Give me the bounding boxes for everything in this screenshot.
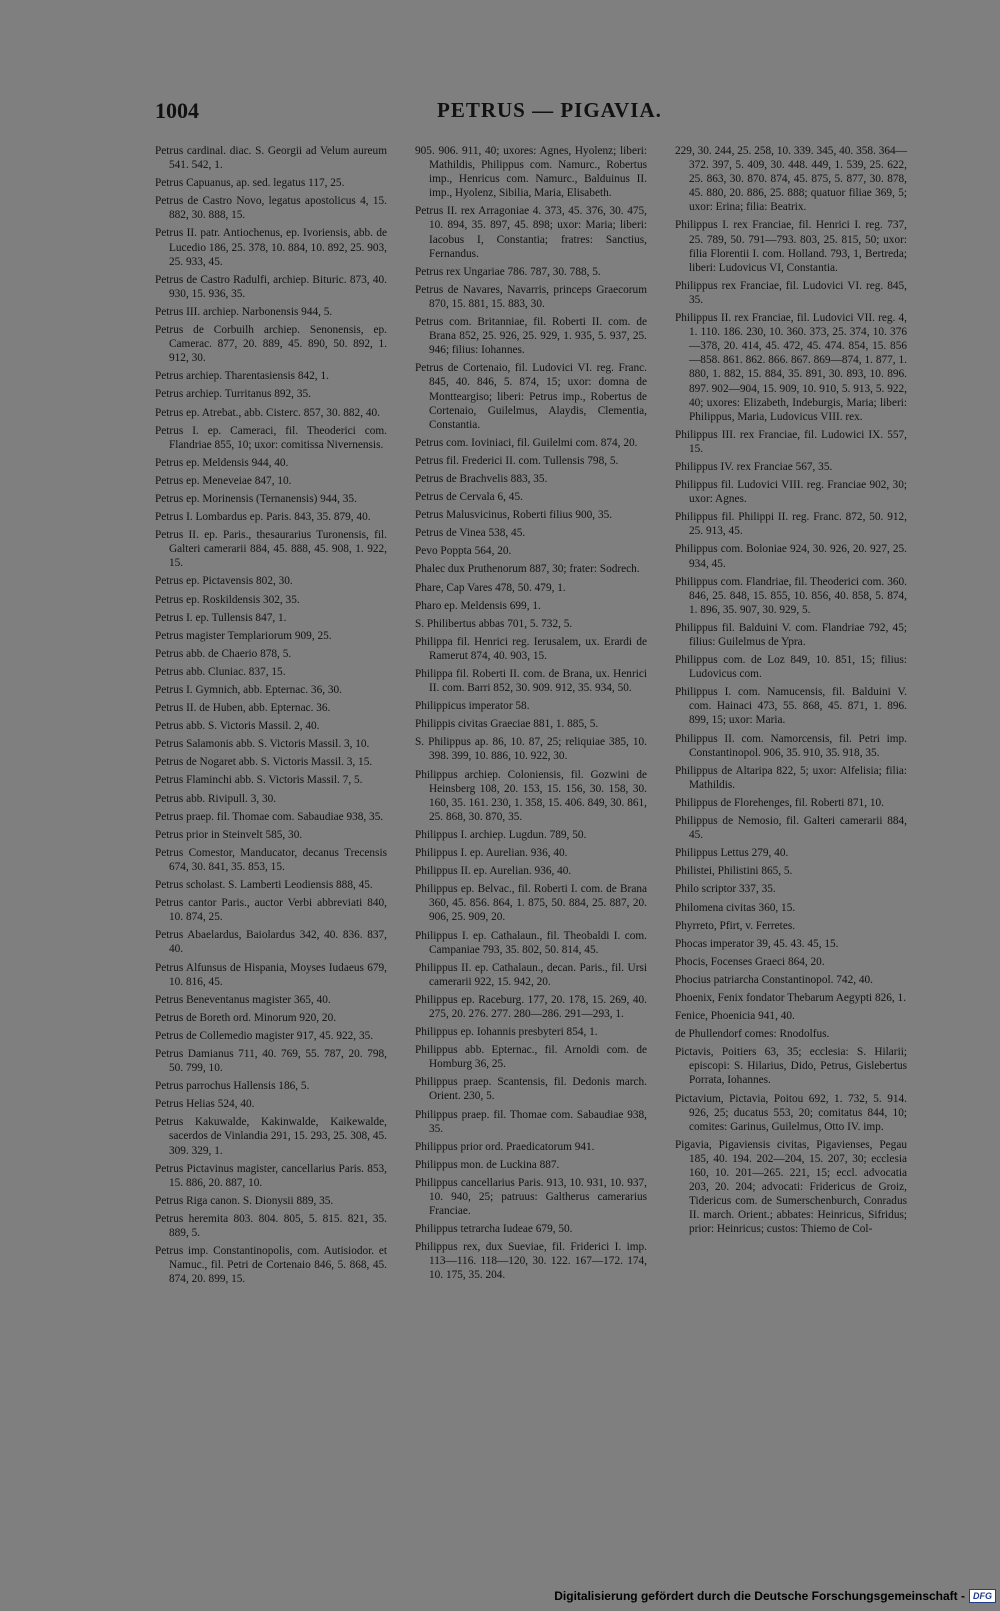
index-entry: Petrus de Corbuilh archiep. Senonensis, ep. Camerac. 877, 20. 889, 45. 890, 50. 892, 1. 912, 30.	[155, 324, 387, 365]
index-entry: Petrus fil. Frederici II. com. Tullensis 798, 5.	[415, 454, 619, 467]
index-entry: Petrus ep. Roskildensis 302, 35.	[155, 593, 300, 606]
index-entry: Petrus de Vinea 538, 45.	[415, 527, 526, 540]
index-entry: Petrus de Brachvelis 883, 35.	[415, 472, 548, 485]
index-entry: Petrus Salamonis abb. S. Victoris Massil. 3, 10.	[155, 738, 370, 751]
index-entry: Pictavis, Poitiers 63, 35; ecclesia: S. Hilarii; episcopi: S. Hilarius, Dido, Petrus, Gislebertus Porrata, Iohannes.	[675, 1046, 907, 1087]
index-entry: Philippus I. ep. Cathalaun., fil. Theobaldi I. com. Campaniae 793, 35. 802, 50. 814, 45.	[415, 929, 647, 956]
index-entry: Petrus de Collemedio magister 917, 45. 922, 35.	[155, 1029, 374, 1042]
index-column-1	[155, 144, 387, 1290]
index-entry: Philo scriptor 337, 35.	[675, 883, 776, 896]
index-entry: Philippus cancellarius Paris. 913, 10. 931, 10. 937, 10. 940, 25; patruus: Galtherus camerarius Franciae.	[415, 1176, 647, 1218]
index-entry: Petrus Comestor, Manducator, decanus Trecensis 674, 30. 841, 35. 853, 15.	[155, 846, 387, 873]
index-entry: Philippus ep. Raceburg. 177, 20. 178, 15. 269, 40. 275, 20. 276. 277. 280—286. 291—293, 1.	[415, 993, 647, 1020]
index-entry: Philippus tetrarcha Iudeae 679, 50.	[415, 1223, 573, 1236]
index-entry: Petrus de Navares, Navarris, princeps Graecorum 870, 15. 881, 15. 883, 30.	[415, 283, 647, 310]
index-entry: Petrus rex Ungariae 786. 787, 30. 788, 5.	[415, 265, 601, 278]
index-entry: Philippus III. rex Franciae, fil. Ludowici IX. 557, 15.	[675, 428, 907, 455]
index-entry: Philippus fil. Ludovici VIII. reg. Franciae 902, 30; uxor: Agnes.	[675, 479, 907, 506]
index-entry: Petrus abb. Rivipull. 3, 30.	[155, 792, 277, 805]
index-entry: Pigavia, Pigaviensis civitas, Pigavienses, Pegau 185, 40. 194. 202—204, 15. 207, 30; ecclesia 160, 10. 201—265. 221, 15; eccl. advocatia 203, 20. 204; advocati: Fridericus de Groiz, Tidericus com. de Sumerschenburch, Conradus II. march. Orient.; abbates: Heinricus, Sifridus; prior: Heinricus; custos: Thiemo de Col-	[675, 1138, 907, 1236]
index-entry: Philippus ep. Belvac., fil. Roberti I. com. de Brana 360, 45. 856. 864, 1. 875, 50. 884, 25. 887, 20. 906, 25. 909, 20.	[415, 883, 647, 924]
index-entry: de Phullendorf comes: Rnodolfus.	[675, 1028, 830, 1041]
index-entry: Philistei, Philistini 865, 5.	[675, 865, 793, 878]
index-entry: Phocis, Focenses Graeci 864, 20.	[675, 955, 825, 968]
index-entry: Phalec dux Pruthenorum 887, 30; frater: Sodrech.	[415, 563, 640, 576]
page-number: 1004	[155, 98, 199, 123]
index-entry: Philippus fil. Balduini V. com. Flandriae 792, 45; filius: Guilelmus de Ypra.	[675, 621, 907, 648]
index-entry: Petrus cardinal. diac. S. Georgii ad Velum aureum 541. 542, 1.	[155, 145, 387, 172]
index-entry: Philippus praep. fil. Thomae com. Sabaudiae 938, 35.	[415, 1108, 647, 1135]
index-entry: Philippus mon. de Luckina 887.	[415, 1158, 560, 1171]
index-entry: Petrus abb. S. Victoris Massil. 2, 40.	[155, 720, 320, 733]
index-entry: Petrus archiep. Tharentasiensis 842, 1.	[155, 370, 329, 383]
index-entry: Phocas imperator 39, 45. 43. 45, 15.	[675, 937, 839, 950]
index-entry: Philomena civitas 360, 15.	[675, 901, 796, 914]
index-entry: Philippus II. com. Namorcensis, fil. Petri imp. Constantinopol. 906, 35. 910, 35. 918, 35.	[675, 732, 907, 759]
index-entry: Petrus cantor Paris., auctor Verbi abbreviati 840, 10. 874, 25.	[155, 897, 387, 924]
index-entry: Petrus magister Templariorum 909, 25.	[155, 629, 332, 642]
index-entry: Petrus Beneventanus magister 365, 40.	[155, 993, 331, 1006]
index-entry: Petrus prior in Steinvelt 585, 30.	[155, 828, 303, 841]
index-entry: Pevo Poppta 564, 20.	[415, 545, 512, 558]
index-entry: Fenice, Phoenicia 941, 40.	[675, 1010, 795, 1023]
index-entry: Petrus heremita 803. 804. 805, 5. 815. 821, 35. 889, 5.	[155, 1212, 387, 1239]
dfg-logo[interactable]: DFG	[969, 1589, 996, 1603]
index-entry: Philippus rex Franciae, fil. Ludovici VI. reg. 845, 35.	[675, 279, 907, 306]
index-entry: Petrus abb. Cluniac. 837, 15.	[155, 665, 286, 678]
index-entry: Philippus archiep. Coloniensis, fil. Gozwini de Heinsberg 108, 20. 153, 15. 156, 30. 158, 30. 160, 35. 161. 230, 1. 358, 15. 406. 849, 30. 861, 25. 868, 30. 870, 35.	[415, 768, 647, 823]
index-entry: Petrus scholast. S. Lamberti Leodiensis 888, 45.	[155, 879, 373, 892]
index-entry: Philippus I. ep. Aurelian. 936, 40.	[415, 847, 568, 860]
index-entry: Petrus III. archiep. Narbonensis 944, 5.	[155, 305, 333, 318]
index-entry: Petrus com. Ioviniaci, fil. Guilelmi com. 874, 20.	[415, 436, 638, 449]
index-entry: Philippus fil. Philippi II. reg. Franc. 872, 50. 912, 25. 913, 45.	[675, 511, 907, 538]
index-entry: Petrus ep. Atrebat., abb. Cisterc. 857, 30. 882, 40.	[155, 406, 380, 419]
index-entry: Petrus Flaminchi abb. S. Victoris Massil. 7, 5.	[155, 774, 363, 787]
index-entry: Philippus I. archiep. Lugdun. 789, 50.	[415, 828, 587, 841]
index-entry: Philippus prior ord. Praedicatorum 941.	[415, 1140, 595, 1153]
index-entry: Petrus ep. Pictavensis 802, 30.	[155, 575, 293, 588]
index-entry: Phare, Cap Vares 478, 50. 479, 1.	[415, 581, 566, 594]
index-entry: Phocius patriarcha Constantinopol. 742, 40.	[675, 973, 873, 986]
index-entry: Petrus Damianus 711, 40. 769, 55. 787, 20. 798, 50. 799, 10.	[155, 1047, 387, 1075]
index-entry: Petrus ep. Morinensis (Ternanensis) 944, 35.	[155, 492, 357, 505]
index-entry: Philippus II. ep. Cathalaun., decan. Paris., fil. Ursi camerarii 922, 15. 942, 20.	[415, 961, 647, 988]
index-entry: Petrus II. rex Arragoniae 4. 373, 45. 376, 30. 475, 10. 894, 35. 897, 45. 898; uxor: Maria; liberi: Iacobus I, Constantia; fratres: Sanctius, Fernandus.	[415, 205, 647, 260]
index-entry: Petrus de Boreth ord. Minorum 920, 20.	[155, 1011, 337, 1024]
index-entry: Philippus IV. rex Franciae 567, 35.	[675, 460, 833, 473]
index-column-3	[675, 144, 907, 1240]
index-entry: 905. 906. 911, 40; uxores: Agnes, Hyolenz; liberi: Mathildis, Philippus com. Namurc., Robertus imp., Henricus com. Namurc., Balduinus II. imp., Hyolenz, Sibilia, Maria, Elisabeth.	[415, 145, 647, 200]
index-entry: Petrus I. Lombardus ep. Paris. 843, 35. 879, 40.	[155, 511, 371, 524]
index-entry: Petrus Abaelardus, Baiolardus 342, 40. 836. 837, 40.	[155, 929, 387, 956]
index-entry: Philippus de Altaripa 822, 5; uxor: Alfelisia; filia: Mathildis.	[675, 764, 907, 791]
index-entry: Philippus de Florehenges, fil. Roberti 871, 10.	[675, 796, 884, 809]
index-entry: Petrus imp. Constantinopolis, com. Autisiodor. et Namuc., fil. Petri de Cortenaio 846, 5. 868, 45. 874, 20. 899, 15.	[155, 1245, 387, 1286]
index-entry: Petrus II. patr. Antiochenus, ep. Ivoriensis, abb. de Lucedio 186, 25. 378, 10. 884, 10. 892, 25. 903, 25. 933, 45.	[155, 227, 387, 268]
index-entry: Phyrreto, Pfirt, v. Ferretes.	[675, 919, 796, 932]
index-entry: Petrus I. ep. Tullensis 847, 1.	[155, 611, 287, 624]
index-entry: Petrus Alfunsus de Hispania, Moyses Iudaeus 679, 10. 816, 45.	[155, 961, 387, 988]
index-entry: Petrus I. ep. Cameraci, fil. Theoderici com. Flandriae 855, 10; uxor: comitissa Nivernensis.	[155, 424, 387, 451]
index-entry: Philippus II. ep. Aurelian. 936, 40.	[415, 865, 572, 878]
index-entry: Philippus I. com. Namucensis, fil. Balduini V. com. Hainaci 473, 55. 868, 45. 871, 1. 896. 899, 15; uxor: Maria.	[675, 686, 907, 727]
index-entry: Petrus II. de Huben, abb. Epternac. 36.	[155, 702, 331, 715]
index-entry: Philippus com. Boloniae 924, 30. 926, 20. 927, 25. 934, 45.	[675, 543, 907, 570]
index-entry: Petrus II. ep. Paris., thesaurarius Turonensis, fil. Galteri camerarii 884, 45. 888, 45. 908, 1. 922, 15.	[155, 529, 387, 570]
index-entry: Philippa fil. Henrici reg. Ierusalem, ux. Erardi de Ramerut 874, 40. 903, 15.	[415, 635, 647, 662]
index-entry: Philippus com. Flandriae, fil. Theoderici com. 360. 846, 25. 848, 15. 855, 10. 856, 40. 858, 5. 874, 1. 896, 35. 907, 30. 929, 5.	[675, 575, 907, 616]
index-entry: Petrus ep. Meneveiae 847, 10.	[155, 474, 292, 487]
index-entry: Petrus parrochus Hallensis 186, 5.	[155, 1080, 310, 1093]
footer	[554, 1589, 996, 1603]
index-entry: S. Philippus ap. 86, 10. 87, 25; reliquiae 385, 10. 398. 399, 10. 886, 10. 922, 30.	[415, 736, 647, 763]
index-entry: Philippus abb. Epternac., fil. Arnoldi com. de Homburg 36, 25.	[415, 1044, 647, 1071]
index-entry: Philippus rex, dux Sueviae, fil. Friderici I. imp. 113—116. 118—120, 30. 122. 167—172. 174, 10. 175, 35. 204.	[415, 1241, 647, 1282]
index-entry: Philippus II. rex Franciae, fil. Ludovici VII. reg. 4, 1. 110. 186. 230, 10. 360. 373, 25. 374, 10. 376—378, 20. 414, 45. 472, 45. 474. 854, 15. 856—858. 861. 862. 866. 867. 869—874, 1. 877, 1. 880, 1. 882, 15. 884, 35. 891, 30. 893, 10. 896. 897. 902—904, 15. 909, 10. 910, 5. 913, 5. 922, 40; uxores: Elizabeth, Indeburgis, Maria; liberi: Philippus, Maria, Ludovicus VIII. rex.	[675, 312, 907, 423]
index-entry: Petrus praep. fil. Thomae com. Sabaudiae 938, 35.	[155, 810, 384, 823]
index-entry: Philippicus imperator 58.	[415, 700, 530, 713]
index-entry: Philippus de Nemosio, fil. Galteri camerarii 884, 45.	[675, 815, 907, 842]
index-entry: Petrus Helias 524, 40.	[155, 1098, 255, 1111]
index-entry: Petrus com. Britanniae, fil. Roberti II. com. de Brana 852, 25. 926, 25. 929, 1. 935, 5. 937, 25. 946; filius: Iohannes.	[415, 316, 647, 357]
index-entry: Petrus Kakuwalde, Kakinwalde, Kaikewalde, sacerdos de Vinlandia 291, 15. 293, 25. 308, 45. 309. 329, 1.	[155, 1116, 387, 1157]
index-entry: Philippus I. rex Franciae, fil. Henrici I. reg. 737, 25. 789, 50. 791—793. 803, 25. 815, 50; uxor: filia Florentii I. com. Holland. 793, 1, Bertreda; liberi: Ludovicus VI, Constantia.	[675, 219, 907, 274]
running-head: PETRUS — PIGAVIA.	[437, 98, 662, 122]
index-entry: Philippus praep. Scantensis, fil. Dedonis march. Orient. 230, 5.	[415, 1076, 647, 1103]
index-entry: Philippa fil. Roberti II. com. de Brana, ux. Henrici II. com. Barri 852, 30. 909. 912, 35. 934, 50.	[415, 668, 647, 695]
index-entry: Philippus com. de Loz 849, 10. 851, 15; filius: Ludovicus com.	[675, 654, 907, 681]
index-entry: Petrus de Castro Novo, legatus apostolicus 4, 15. 882, 30. 888, 15.	[155, 195, 387, 222]
index-entry: Petrus Riga canon. S. Dionysii 889, 35.	[155, 1194, 334, 1207]
index-entry: Petrus archiep. Turritanus 892, 35.	[155, 388, 311, 401]
index-entry: Petrus de Cortenaio, fil. Ludovici VI. reg. Franc. 845, 40. 846, 5. 874, 15; uxor: domna de Montteargiso; liberi: Petrus imp., Robertus de Cortenaio, Guilelmus, Alaydis, Clementia, Constantia.	[415, 362, 647, 431]
index-entry: S. Philibertus abbas 701, 5. 732, 5.	[415, 617, 573, 630]
index-entry: Pharo ep. Meldensis 699, 1.	[415, 599, 541, 612]
index-entry: Petrus abb. de Chaerio 878, 5.	[155, 647, 292, 660]
index-entry: Petrus Pictavinus magister, cancellarius Paris. 853, 15. 886, 20. 887, 10.	[155, 1162, 387, 1189]
index-entry: Pictavium, Pictavia, Poitou 692, 1. 732, 5. 914. 926, 25; ducatus 553, 20; comitatus 844, 10; comites: Garinus, Guilelmus, Otto IV. imp.	[675, 1092, 907, 1133]
index-entry: Petrus de Cervala 6, 45.	[415, 491, 523, 504]
index-entry: Petrus de Nogaret abb. S. Victoris Massil. 3, 15.	[155, 756, 373, 769]
index-entry: Philippus ep. Iohannis presbyteri 854, 1.	[415, 1026, 598, 1039]
index-entry: Petrus ep. Meldensis 944, 40.	[155, 456, 289, 469]
index-entry: Petrus I. Gymnich, abb. Epternac. 36, 30.	[155, 684, 342, 696]
index-entry: Phoenix, Fenix fondator Thebarum Aegypti 826, 1.	[675, 991, 907, 1004]
index-entry: Petrus de Castro Radulfi, archiep. Bituric. 873, 40. 930, 15. 936, 35.	[155, 273, 387, 300]
index-entry: Philippus Lettus 279, 40.	[675, 847, 789, 860]
index-entry: Philippis civitas Graeciae 881, 1. 885, 5.	[415, 718, 599, 731]
index-column-2	[415, 144, 647, 1287]
index-entry: 229, 30. 244, 25. 258, 10. 339. 345, 40. 358. 364—372. 397, 5. 409, 30. 448. 449, 1. 539, 25. 622, 25. 863, 30. 870. 874, 45. 875, 5. 877, 30. 878, 45. 880, 20. 886, 25. 888; quatuor filiae 369, 5; uxor: Erina; filia: Beatrix.	[675, 145, 907, 214]
footer-credit: Digitalisierung gefördert durch die Deutsche Forschungsgemeinschaft -	[554, 1589, 965, 1603]
index-entry: Petrus Capuanus, ap. sed. legatus 117, 25.	[155, 177, 345, 190]
index-entry: Petrus Malusvicinus, Roberti filius 900, 35.	[415, 509, 613, 522]
